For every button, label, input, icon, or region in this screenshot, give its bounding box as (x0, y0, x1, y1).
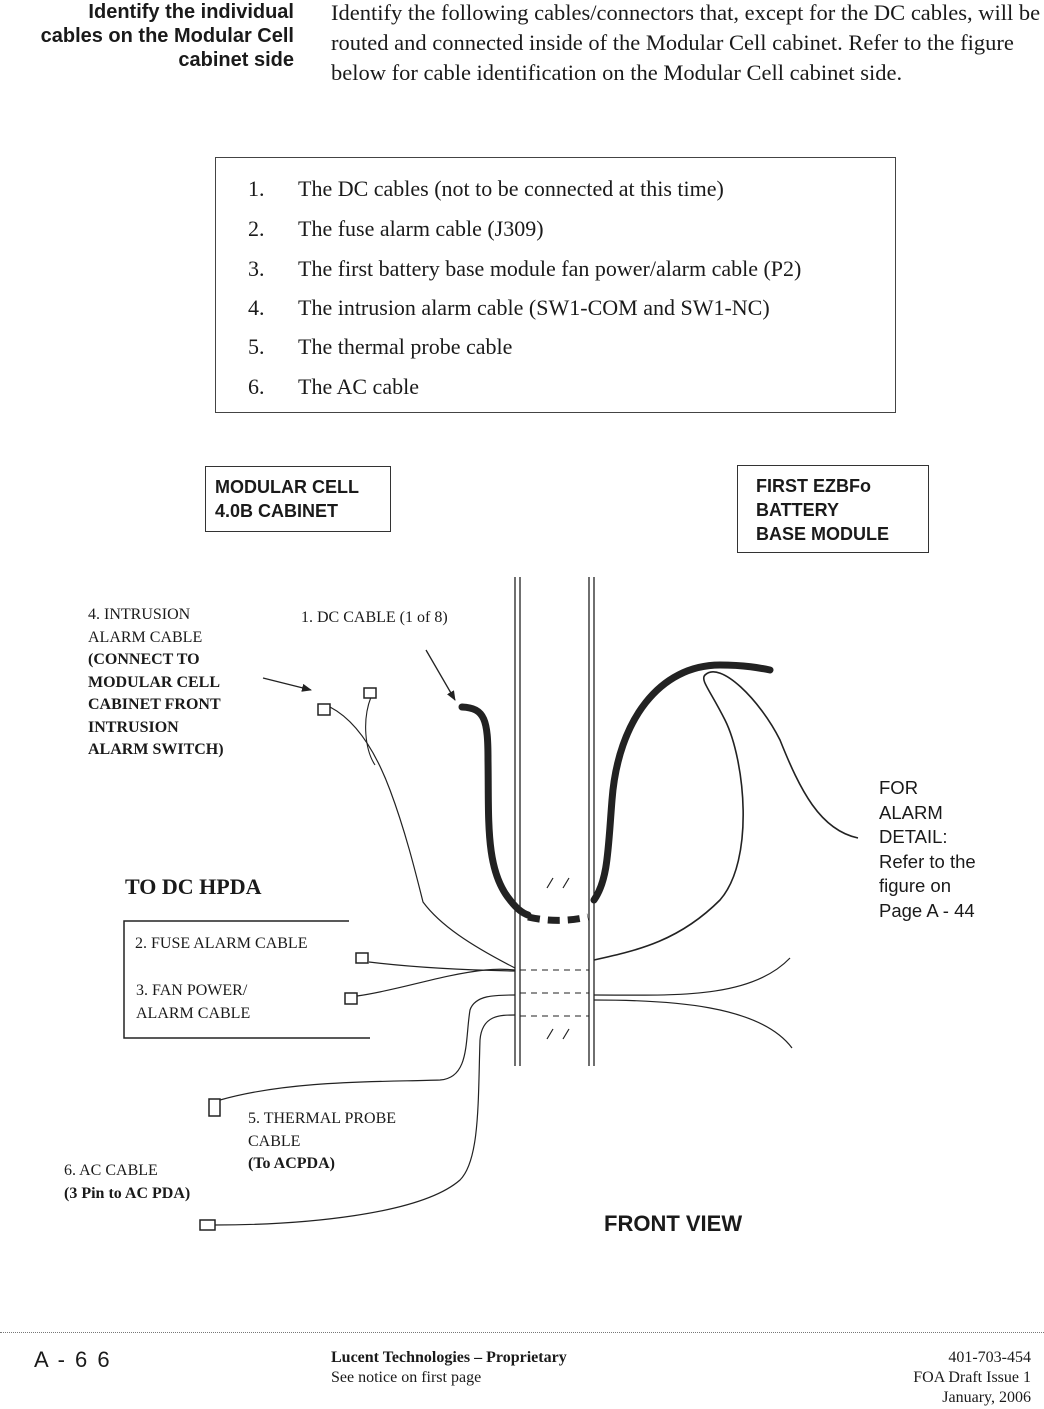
fuse-alarm-label: 2. FUSE ALARM CABLE (135, 935, 308, 952)
thermal-probe-cable (220, 995, 515, 1100)
ac-cable-label (64, 1160, 190, 1205)
heading-line: Identify the individual (88, 1, 294, 23)
list-text: The thermal probe cable (298, 334, 513, 359)
label-line: 6. AC CABLE (64, 1162, 158, 1179)
list-text: The AC cable (298, 374, 419, 399)
label-line: (CONNECT TO (88, 651, 200, 668)
list-text: The fuse alarm cable (J309) (298, 216, 544, 241)
label-line: FOR (879, 777, 919, 798)
list-number: 2. (248, 216, 265, 241)
dc-cable-arrow (426, 650, 455, 700)
right-cable-upper (594, 958, 790, 995)
front-view-caption: FRONT VIEW (604, 1211, 743, 1236)
box-line: FIRST EZBFo (756, 476, 871, 496)
label-line: figure on (879, 875, 951, 896)
fan-power-cable (357, 969, 515, 996)
battery-module-box (737, 465, 929, 553)
label-line: CABLE (248, 1132, 301, 1150)
break-marks (547, 878, 569, 1039)
doc-date: January, 2006 (942, 1389, 1031, 1406)
dc-cable-right (594, 665, 770, 900)
list-text: The intrusion alarm cable (SW1-COM and SW1-NC) (298, 295, 770, 320)
pass-through-dashes (520, 970, 589, 1016)
list-number: 6. (248, 374, 265, 399)
heading-line: cables on the Modular Cell (40, 25, 294, 47)
list-text: The first battery base module fan power/alarm cable (P2) (298, 256, 802, 281)
box-line: BATTERY (756, 500, 839, 520)
label-line: (3 Pin to AC PDA) (64, 1184, 191, 1202)
label-line: ALARM CABLE (136, 1004, 251, 1022)
list-text: The DC cables (not to be connected at this time) (298, 176, 724, 201)
doc-number: 401-703-454 (948, 1349, 1031, 1366)
right-cable-lower (594, 1000, 792, 1048)
label-line: ALARM SWITCH) (88, 741, 224, 758)
page-number: A - 6 6 (34, 1347, 112, 1372)
doc-issue: FOA Draft Issue 1 (913, 1369, 1031, 1386)
footer-notice: See notice on first page (331, 1369, 482, 1386)
label-line: INTRUSION (88, 718, 179, 736)
dc-cable-dashed (528, 917, 588, 920)
intrusion-label (88, 604, 224, 762)
label-line: Page A - 44 (879, 899, 975, 921)
list-number: 3. (248, 256, 265, 281)
label-line: ALARM (879, 801, 943, 823)
label-line: CABINET FRONT (88, 696, 221, 713)
label-line: (To ACPDA) (248, 1155, 335, 1172)
label-line: MODULAR CELL (88, 673, 221, 691)
box-line: 4.0B CABINET (215, 501, 339, 521)
dc-cable (462, 707, 528, 915)
box-line: MODULAR CELL (215, 477, 359, 497)
fan-power-label (136, 980, 250, 1025)
list-number: 5. (248, 334, 265, 359)
modular-cell-box (205, 466, 391, 532)
label-line: 5. THERMAL PROBE (248, 1110, 397, 1127)
footer-company: Lucent Technologies – Proprietary (331, 1349, 567, 1366)
intrusion-arrow (263, 678, 311, 690)
label-line: 4. INTRUSION (88, 606, 191, 623)
label-line: DETAIL: (879, 826, 948, 847)
to-dc-hpda-label: TO DC HPDA (125, 874, 262, 899)
dc-cable-label: 1. DC CABLE (1 of 8) (301, 609, 448, 626)
label-line: ALARM CABLE (88, 628, 203, 646)
footer-divider (0, 1332, 1044, 1333)
alarm-detail-note (879, 776, 976, 923)
intro-paragraph: Identify the following cables/connectors that, except for the DC cables, will be routed and connected inside of the Modular Cell cabinet. Refer to the figure below for cable identification on the Modular Cell cabinet side. (331, 0, 1041, 85)
list-number: 4. (248, 295, 265, 320)
box-line: BASE MODULE (756, 524, 890, 544)
heading-line: cabinet side (178, 49, 294, 71)
footer-doc-info (913, 1348, 1031, 1408)
label-line: Refer to the (879, 850, 976, 872)
label-line: 3. FAN POWER/ (136, 982, 248, 999)
thermal-probe-label (248, 1108, 396, 1176)
list-number: 1. (248, 176, 265, 201)
